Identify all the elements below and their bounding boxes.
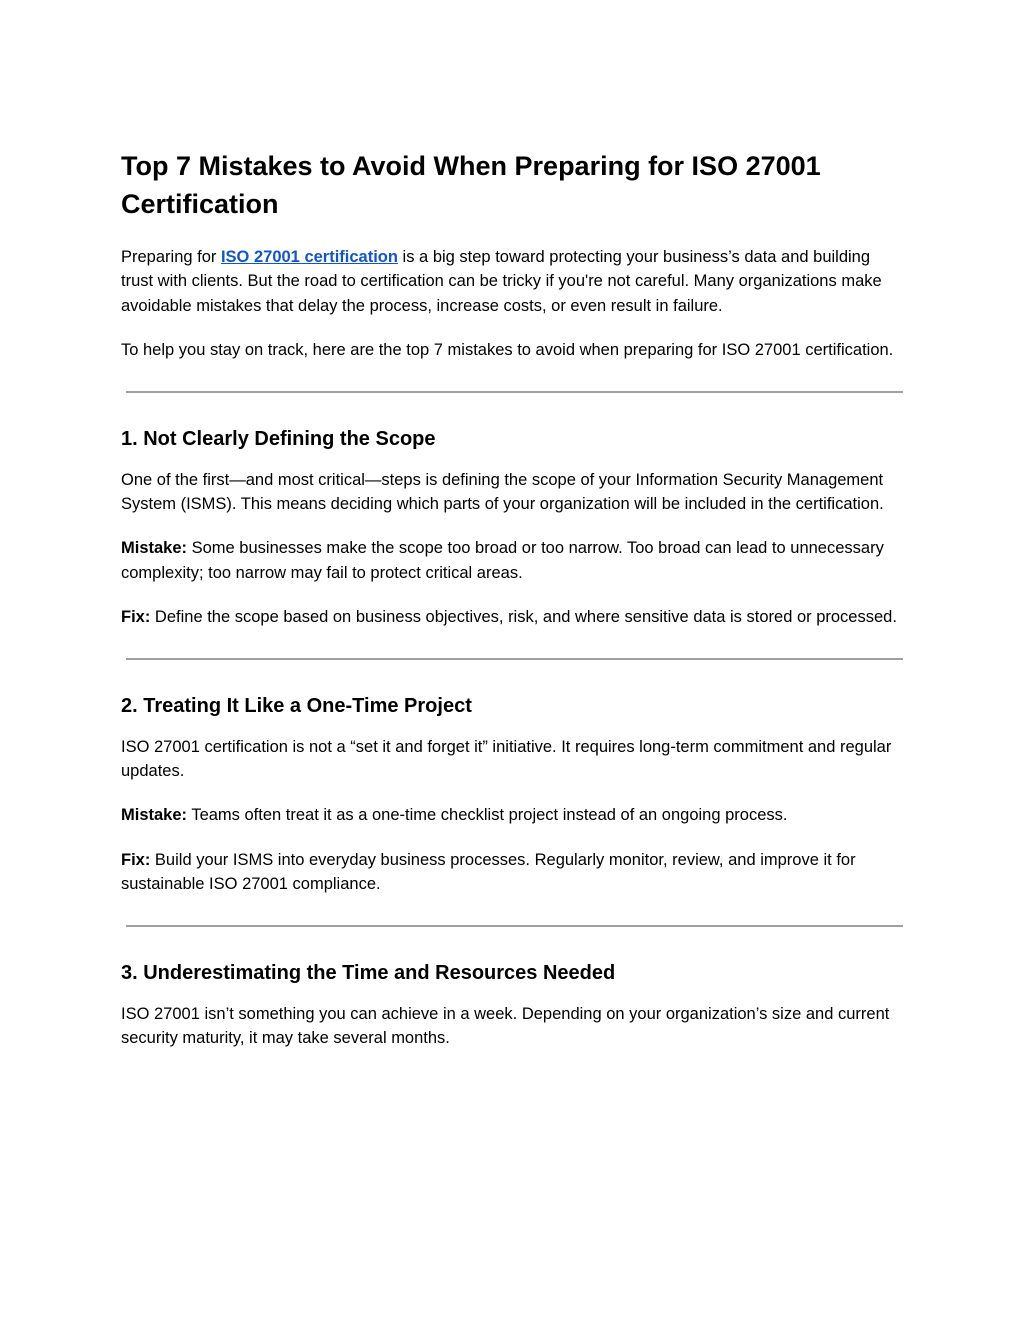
mistake-text: Some businesses make the scope too broad or too narrow. Too broad can lead to unnecessary complexity; too narrow may fail to protect critical areas. bbox=[121, 539, 884, 582]
intro-paragraph-2: To help you stay on track, here are the top 7 mistakes to avoid when preparing for ISO 27001 certification. bbox=[121, 341, 894, 360]
page-title: Top 7 Mistakes to Avoid When Preparing for ISO 27001 Certification bbox=[121, 151, 821, 219]
fix-text: Define the scope based on business objectives, risk, and where sensitive data is stored or processed. bbox=[150, 608, 897, 627]
section-3-body: ISO 27001 isn’t something you can achieve in a week. Depending on your organization’s size and current security maturity, it may take several months. bbox=[121, 1004, 890, 1048]
intro-text-after-link: is a big step toward protecting your business’s data and building trust with clients. But the road to certification can be tricky if you're not careful. Many organizations make avoidable mistakes that delay the process, increase costs, or even result in failure. bbox=[121, 248, 882, 315]
section-heading-1: 1. Not Clearly Defining the Scope bbox=[121, 427, 436, 450]
iso-27001-certification-link[interactable]: ISO 27001 certification bbox=[220, 248, 398, 266]
intro-text-before-link: Preparing for bbox=[121, 248, 221, 266]
section-heading-3: 3. Underestimating the Time and Resources Needed bbox=[121, 961, 616, 984]
section-2-body: ISO 27001 certification is not a “set it and forget it” initiative. It requires long-term commitment and regular updates. bbox=[121, 737, 892, 781]
section-divider bbox=[126, 658, 903, 660]
fix-label: Fix: bbox=[121, 608, 151, 627]
section-2-mistake bbox=[121, 803, 900, 827]
section-2-fix bbox=[121, 848, 900, 897]
mistake-text: Teams often treat it as a one-time checklist project instead of an ongoing process. bbox=[187, 806, 788, 825]
intro-paragraph-1 bbox=[121, 245, 900, 318]
section-1-body: One of the first—and most critical—steps is defining the scope of your Information Security Management System (ISMS). This means deciding which parts of your organization will be included in the certification. bbox=[121, 470, 884, 514]
section-divider bbox=[126, 391, 903, 393]
fix-label: Fix: bbox=[121, 850, 151, 869]
section-divider bbox=[126, 925, 903, 927]
mistake-label: Mistake: bbox=[121, 806, 188, 825]
mistake-label: Mistake: bbox=[121, 539, 188, 558]
section-1-fix bbox=[121, 605, 900, 629]
section-heading-2: 2. Treating It Like a One-Time Project bbox=[121, 694, 472, 717]
section-1-mistake bbox=[121, 536, 900, 585]
fix-text: Build your ISMS into everyday business processes. Regularly monitor, review, and improve it for sustainable ISO 27001 compliance. bbox=[121, 850, 856, 894]
